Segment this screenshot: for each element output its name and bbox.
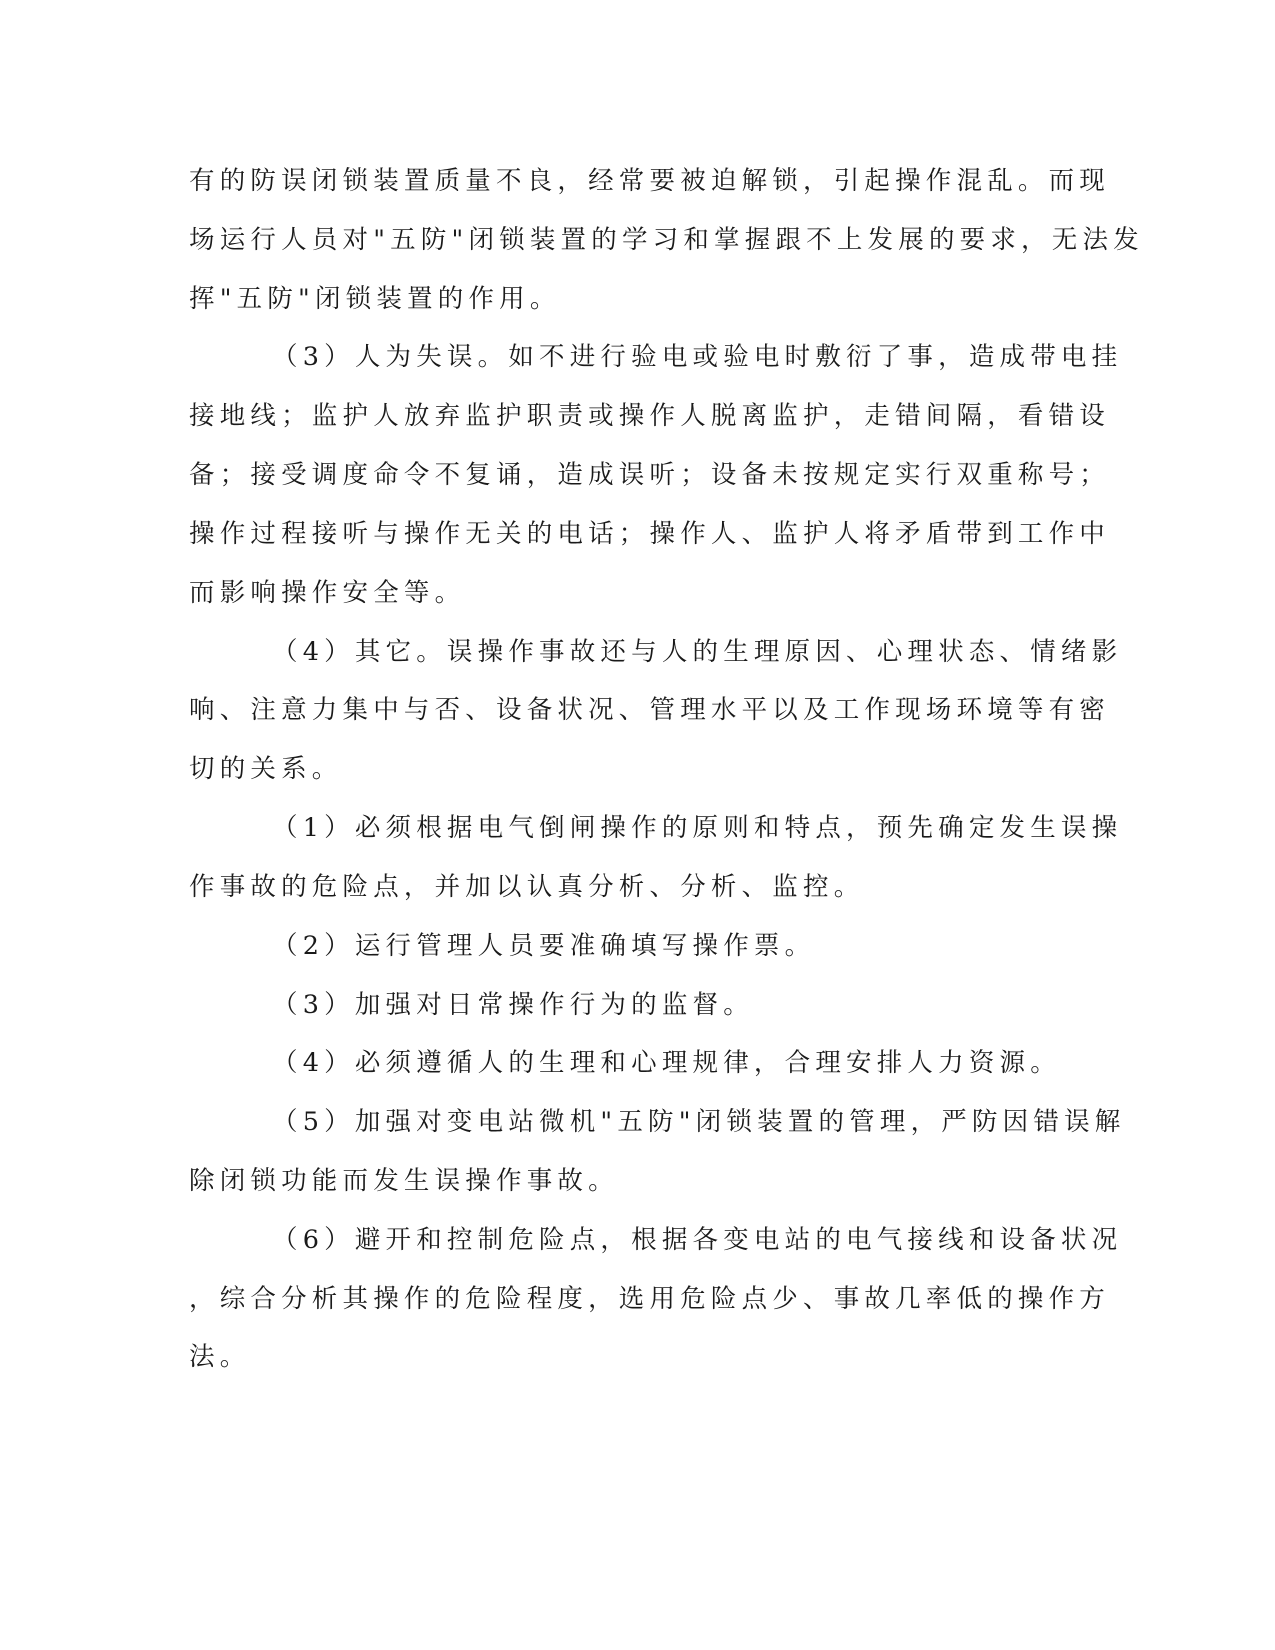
paragraph-start-line: （5）加强对变电站微机"五防"闭锁装置的管理，严防因错误解 [272,1107,1126,1137]
text-line: 挥"五防"闭锁装置的作用。 [189,284,561,314]
text-line: 有的防误闭锁装置质量不良，经常要被迫解锁，引起操作混乱。而现 [189,166,1111,196]
paragraph-start-line: （1）必须根据电气倒闸操作的原则和特点，预先确定发生误操 [272,813,1123,843]
text-line: 场运行人员对"五防"闭锁装置的学习和掌握跟不上发展的要求，无法发 [189,225,1144,255]
paragraph-start-line: （3）加强对日常操作行为的监督。 [272,990,754,1020]
text-line: 响、注意力集中与否、设备状况、管理水平以及工作现场环境等有密 [189,695,1111,725]
text-line: 除闭锁功能而发生误操作事故。 [189,1166,619,1196]
paragraph-start-line: （4）必须遵循人的生理和心理规律，合理安排人力资源。 [272,1048,1061,1078]
text-line: 作事故的危险点，并加以认真分析、分析、监控。 [189,872,865,902]
paragraph-start-line: （2）运行管理人员要准确填写操作票。 [272,931,816,961]
text-line: 切的关系。 [189,754,343,784]
paragraph-start-line: （6）避开和控制危险点，根据各变电站的电气接线和设备状况 [272,1225,1123,1255]
text-line: 操作过程接听与操作无关的电话；操作人、监护人将矛盾带到工作中 [189,519,1111,549]
paragraph-start-line: （4）其它。误操作事故还与人的生理原因、心理状态、情绪影 [272,637,1123,667]
text-line: 接地线；监护人放弃监护职责或操作人脱离监护，走错间隔，看错设 [189,401,1111,431]
text-line: ，综合分析其操作的危险程度，选用危险点少、事故几率低的操作方 [189,1284,1111,1314]
paragraph-start-line: （3）人为失误。如不进行验电或验电时敷衍了事，造成带电挂 [272,342,1123,372]
text-line: 备；接受调度命令不复诵，造成误听；设备未按规定实行双重称号； [189,460,1111,490]
text-line: 法。 [189,1342,251,1372]
text-line: 而影响操作安全等。 [189,578,466,608]
